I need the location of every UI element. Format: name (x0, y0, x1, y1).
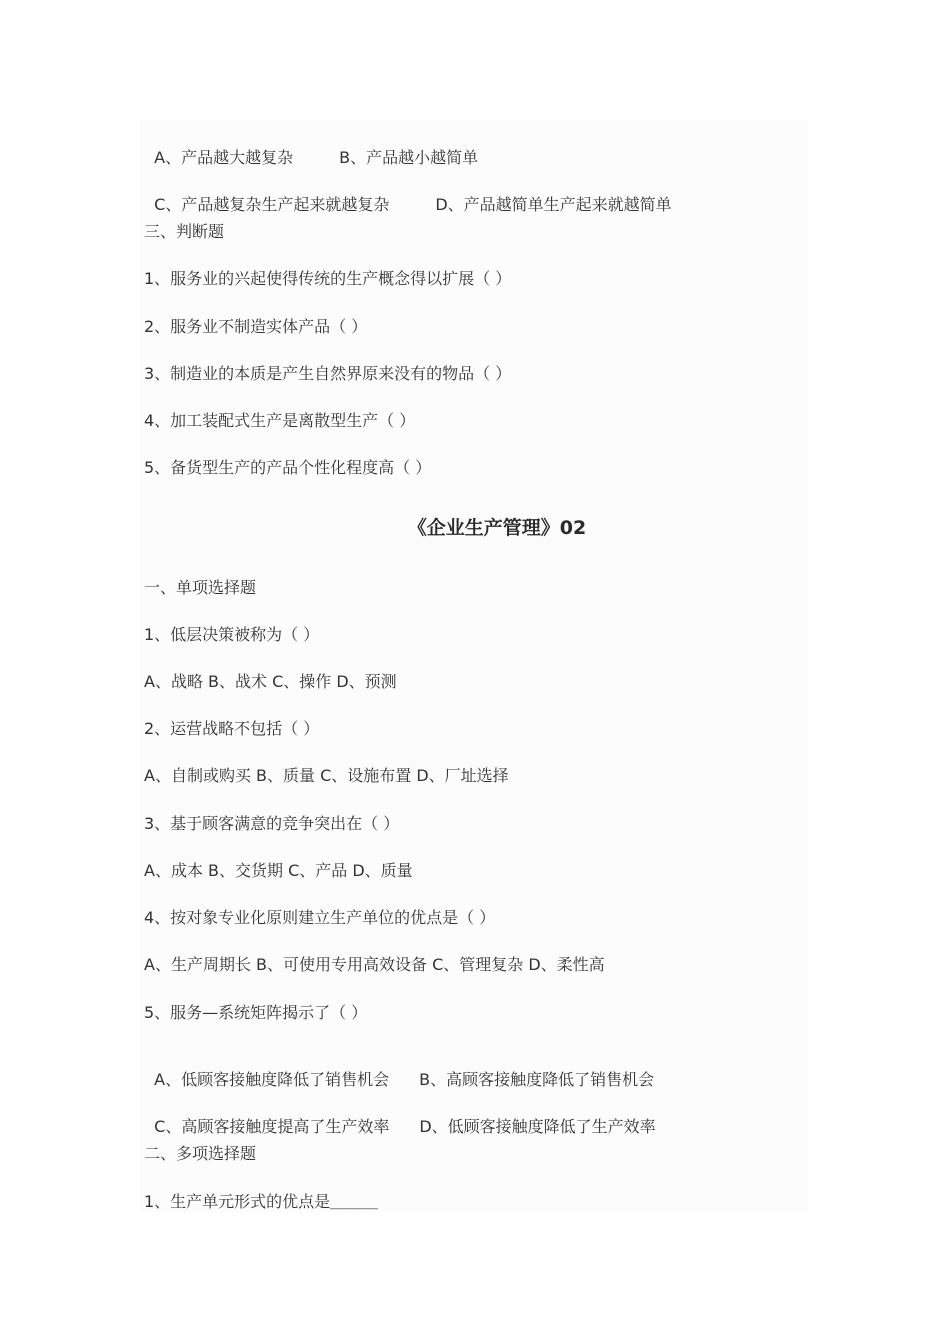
judge-item: 3、制造业的本质是产生自然界原来没有的物品（ ） (144, 364, 512, 383)
question: 4、按对象专业化原则建立生产单位的优点是（ ） (144, 908, 496, 927)
judge-item: 4、加工装配式生产是离散型生产（ ） (144, 411, 416, 430)
question: 1、生产单元形式的优点是＿＿＿ (144, 1192, 379, 1211)
document-title (0, 516, 950, 540)
document-title-text: 《企业生产管理》02 (407, 517, 587, 539)
section-heading-judge: 三、判断题 (144, 222, 225, 241)
section-heading-single: 一、单项选择题 (144, 578, 257, 597)
option-c: C、产品越复杂生产起来就越复杂 (154, 195, 390, 214)
question: 3、基于顾客满意的竞争突出在（ ） (144, 814, 400, 833)
option-d: D、产品越简单生产起来就越简单 (435, 195, 672, 214)
question-options: A、成本 B、交货期 C、产品 D、质量 (144, 861, 413, 880)
option-b: B、产品越小越简单 (339, 148, 479, 167)
question: 1、低层决策被称为（ ） (144, 625, 320, 644)
option-c: C、高顾客接触度提高了生产效率 (154, 1117, 390, 1136)
question-options: A、生产周期长 B、可使用专用高效设备 C、管理复杂 D、柔性高 (144, 955, 605, 974)
judge-item: 5、备货型生产的产品个性化程度高（ ） (144, 458, 432, 477)
option-d: D、低顾客接触度降低了生产效率 (419, 1117, 656, 1136)
question-options: A、战略 B、战术 C、操作 D、预测 (144, 672, 397, 691)
judge-item: 1、服务业的兴起使得传统的生产概念得以扩展（ ） (144, 269, 512, 288)
option-row (144, 1097, 656, 1137)
question: 2、运营战略不包括（ ） (144, 719, 320, 738)
section-heading-multi: 二、多项选择题 (144, 1144, 257, 1163)
option-row (144, 128, 478, 168)
question-options: A、自制或购买 B、质量 C、设施布置 D、厂址选择 (144, 766, 509, 785)
option-row (144, 175, 672, 215)
option-a: A、低顾客接触度降低了销售机会 (154, 1070, 390, 1089)
question: 5、服务—系统矩阵揭示了（ ） (144, 1003, 368, 1022)
option-row (144, 1050, 654, 1090)
judge-item: 2、服务业不制造实体产品（ ） (144, 317, 368, 336)
option-a: A、产品越大越复杂 (154, 148, 294, 167)
option-b: B、高顾客接触度降低了销售机会 (419, 1070, 655, 1089)
